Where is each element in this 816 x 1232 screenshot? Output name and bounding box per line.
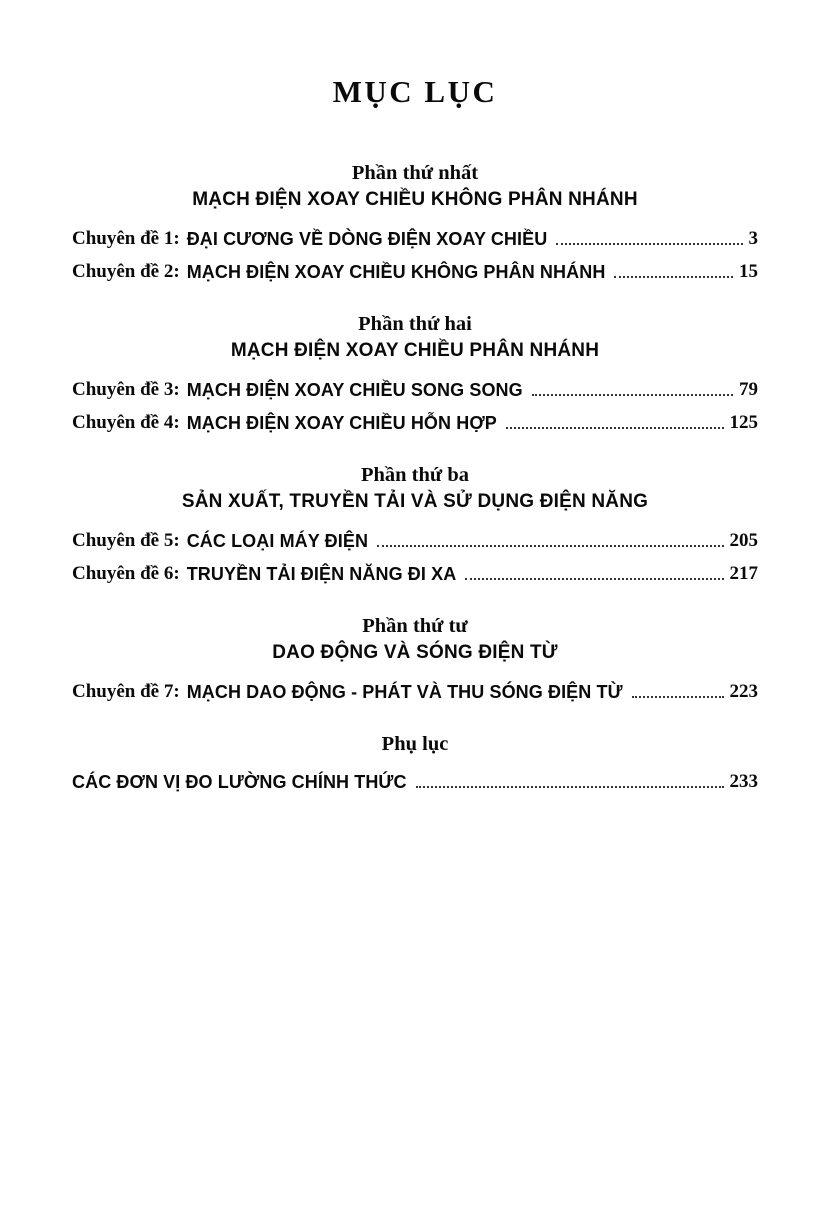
entry-title: MẠCH ĐIỆN XOAY CHIỀU HỖN HỢP	[186, 413, 497, 433]
entry-title: CÁC LOẠI MÁY ĐIỆN	[186, 531, 369, 551]
entry-page-number: 205	[729, 530, 758, 551]
toc-section-2	[72, 313, 758, 434]
toc-entry	[72, 670, 758, 703]
toc-entry	[72, 760, 758, 793]
dot-leader	[556, 243, 742, 245]
part-subtitle: DAO ĐỘNG VÀ SÓNG ĐIỆN TỪ	[272, 642, 558, 663]
entry-prefix: Chuyên đề 4:	[72, 412, 180, 433]
dot-leader	[377, 545, 723, 547]
part-subtitle: SẢN XUẤT, TRUYỀN TẢI VÀ SỬ DỤNG ĐIỆN NĂNG	[181, 491, 649, 512]
page-title: MỤC LỤC	[332, 74, 498, 109]
entry-title: MẠCH DAO ĐỘNG - PHÁT VÀ THU SÓNG ĐIỆN TỪ	[186, 682, 623, 702]
entry-title: TRUYỀN TẢI ĐIỆN NĂNG ĐI XA	[186, 564, 457, 584]
entry-prefix: Chuyên đề 5:	[72, 530, 180, 551]
toc-section-1	[72, 162, 758, 283]
entry-title: MẠCH ĐIỆN XOAY CHIỀU SONG SONG	[186, 380, 523, 400]
dot-leader	[506, 427, 724, 429]
part-heading: Phần thứ nhất	[351, 162, 479, 184]
entry-page-number: 125	[729, 412, 758, 433]
dot-leader	[416, 786, 724, 788]
toc-entry	[72, 401, 758, 434]
toc-section-3	[72, 464, 758, 585]
entry-page-number: 15	[739, 261, 758, 282]
entry-page-number: 233	[729, 771, 758, 792]
dot-leader	[632, 696, 724, 698]
toc-entry	[72, 519, 758, 552]
toc-entry	[72, 368, 758, 401]
part-heading: Phần thứ ba	[360, 464, 469, 486]
entry-prefix: Chuyên đề 7:	[72, 681, 180, 702]
toc-entry	[72, 552, 758, 585]
entry-prefix: Chuyên đề 6:	[72, 563, 180, 584]
toc-entry	[72, 217, 758, 250]
dot-leader	[614, 276, 733, 278]
entry-prefix: Chuyên đề 1:	[72, 228, 180, 249]
entry-page-number: 217	[729, 563, 758, 584]
toc-section-appendix	[72, 733, 758, 793]
entry-page-number: 223	[729, 681, 758, 702]
entry-page-number: 3	[748, 228, 758, 249]
toc-entry	[72, 250, 758, 283]
dot-leader	[465, 578, 723, 580]
entry-title: ĐẠI CƯƠNG VỀ DÒNG ĐIỆN XOAY CHIỀU	[186, 229, 548, 249]
entry-title: CÁC ĐƠN VỊ ĐO LƯỜNG CHÍNH THỨC	[72, 772, 407, 792]
entry-title: MẠCH ĐIỆN XOAY CHIỀU KHÔNG PHÂN NHÁNH	[186, 262, 606, 282]
part-subtitle: MẠCH ĐIỆN XOAY CHIỀU KHÔNG PHÂN NHÁNH	[192, 189, 638, 210]
entry-page-number: 79	[739, 379, 758, 400]
part-heading: Phần thứ tư	[362, 615, 468, 637]
entry-prefix: Chuyên đề 2:	[72, 261, 180, 282]
dot-leader	[532, 394, 733, 396]
toc-section-4	[72, 615, 758, 703]
part-heading: Phần thứ hai	[358, 313, 472, 335]
part-heading: Phụ lục	[381, 733, 449, 755]
part-subtitle: MẠCH ĐIỆN XOAY CHIỀU PHÂN NHÁNH	[230, 340, 600, 361]
entry-prefix: Chuyên đề 3:	[72, 379, 180, 400]
